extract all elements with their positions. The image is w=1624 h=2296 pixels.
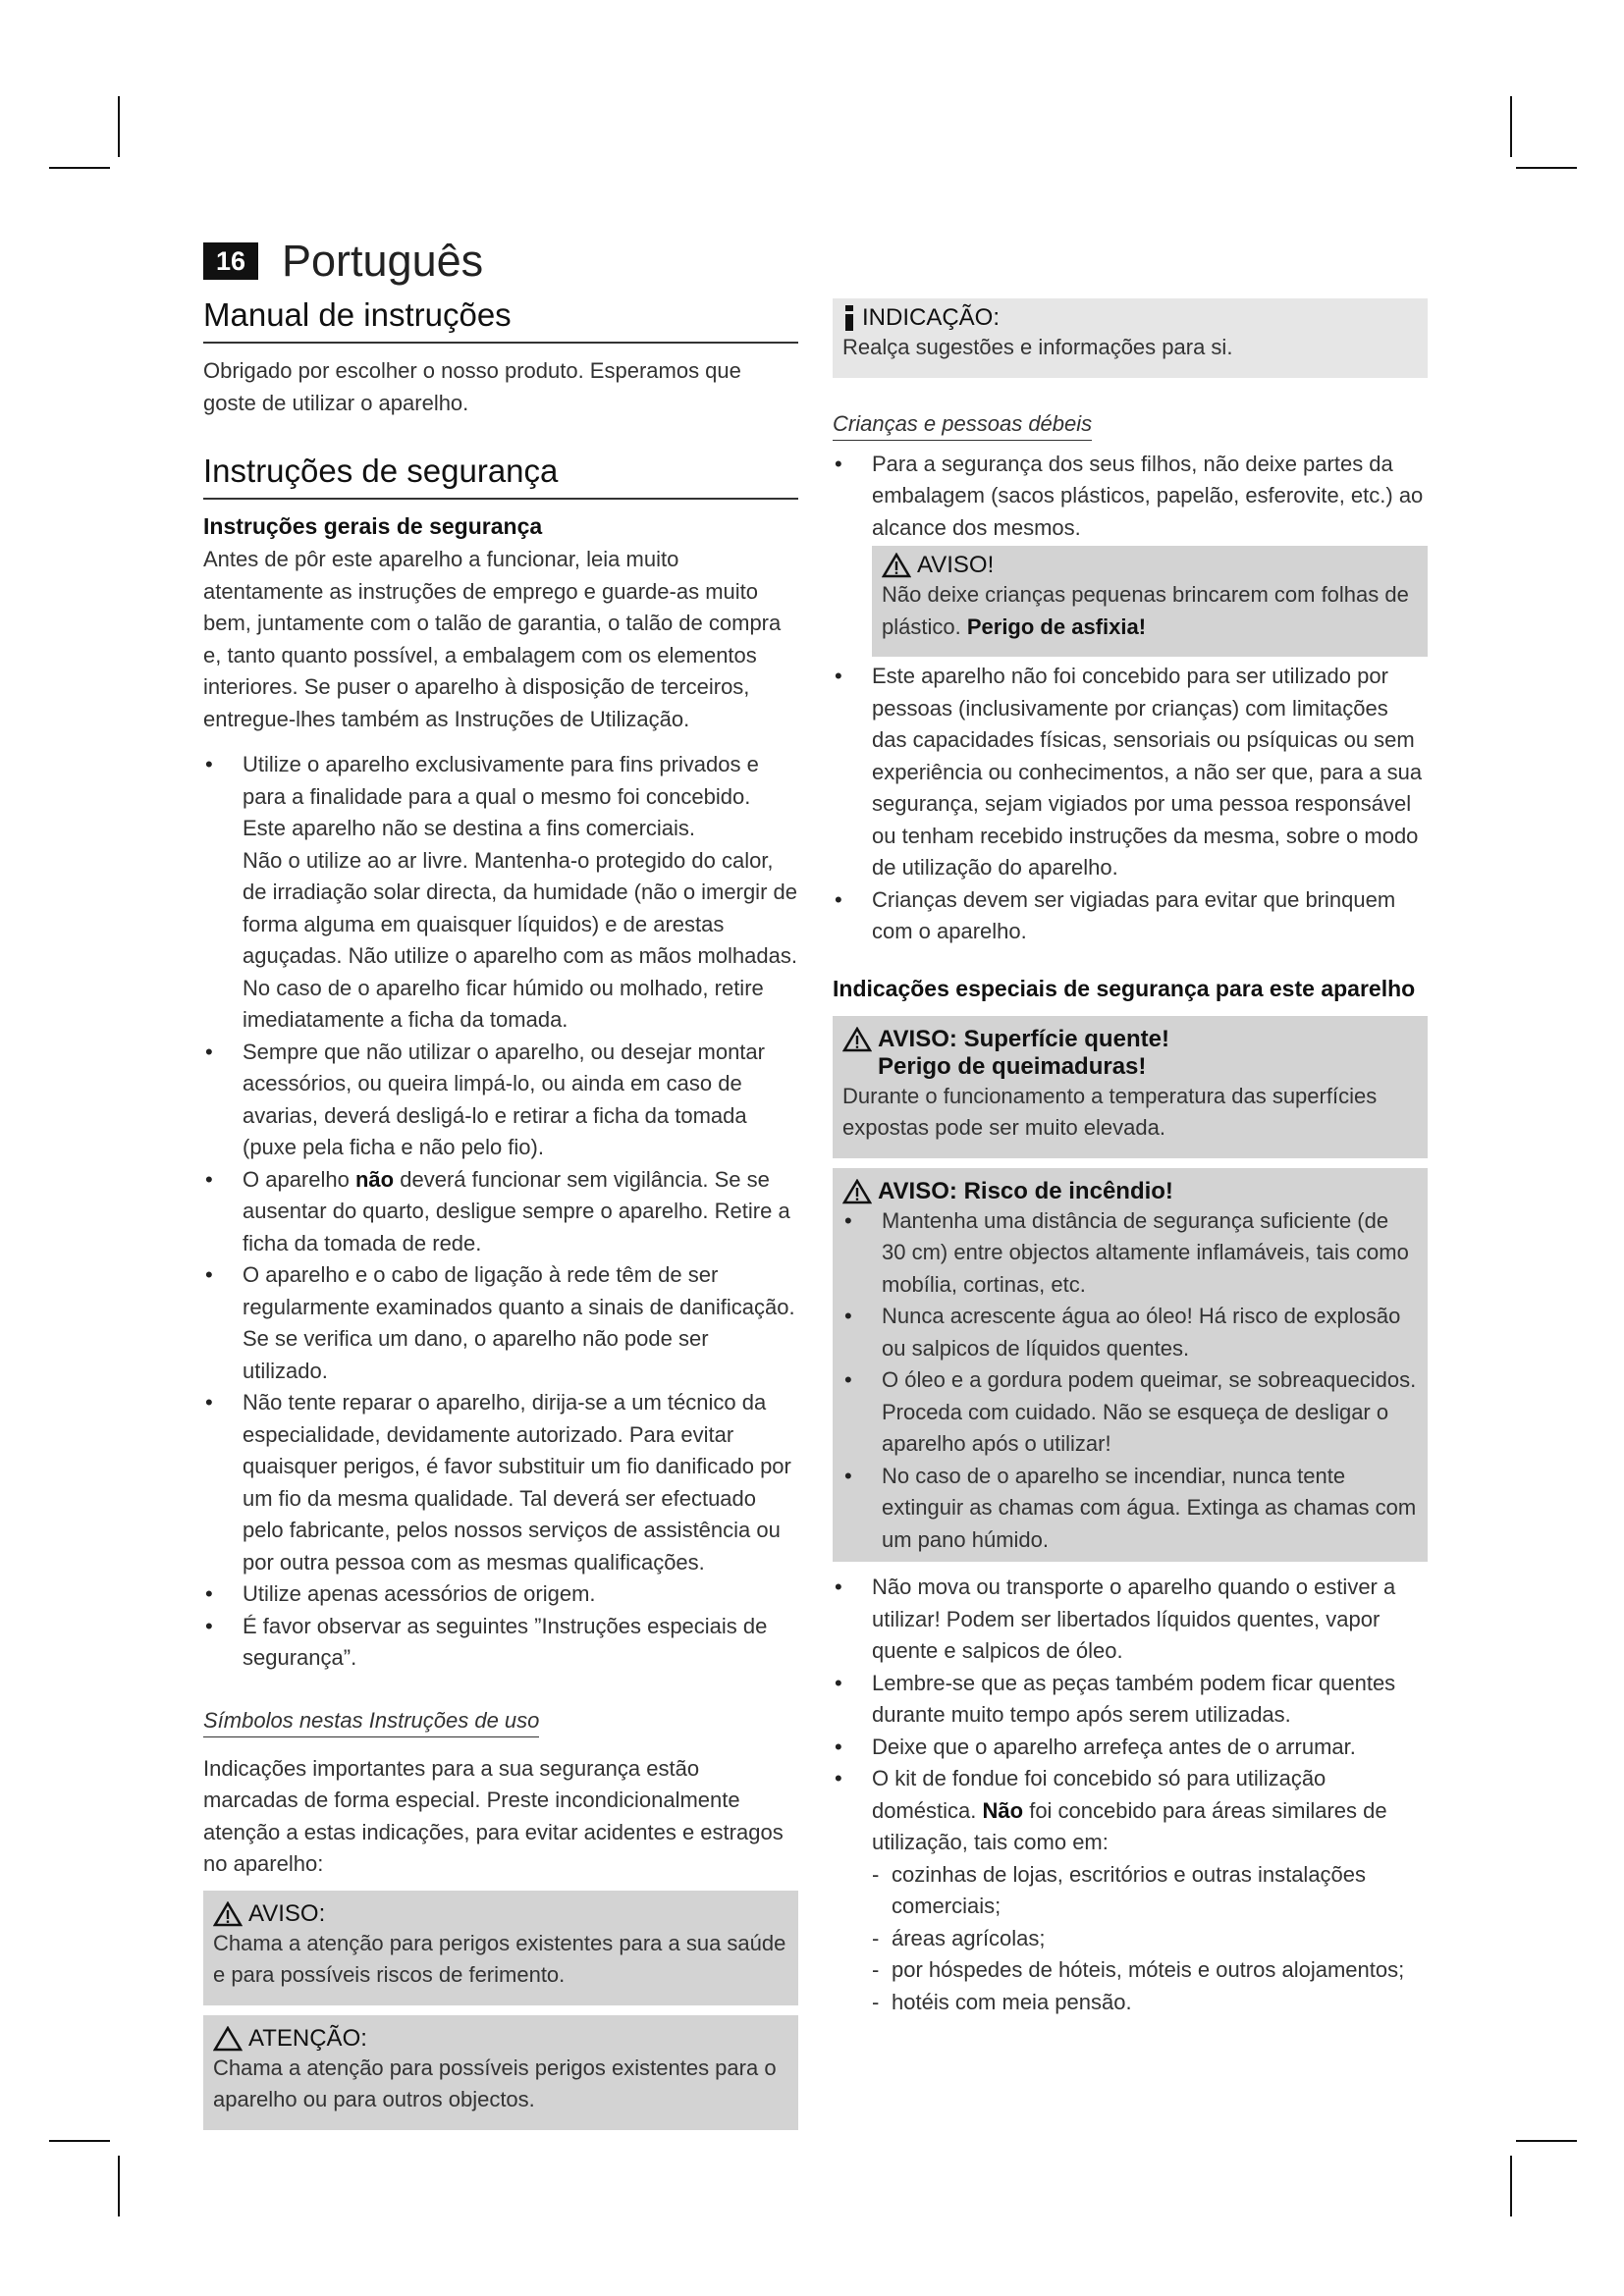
hot-surface-text: Durante o funcionamento a temperatura das superfícies expostas pode ser muito elevada.: [842, 1083, 1378, 1140]
dash-list: [872, 1859, 1428, 2019]
symbols-paragraph: Indicações importantes para a sua segurança estão marcadas de forma especial. Preste incondicionalmente atenção a estas indicações, para evitar acidentes e estragos no aparelho:: [203, 1755, 784, 1876]
special-bullet-list: [833, 1572, 1428, 2018]
crop-mark: [1510, 2156, 1512, 2216]
aviso-asfixia-title: AVISO!: [917, 552, 995, 578]
list-item: • Não tente reparar o aparelho, dirija-se a um técnico da especialidade, devidamente autorizado. Para evitar quaisquer perigos, é favor substituir um fio danificado por um fio da mesma qualidade. Tal deverá ser efectuado pelo fabricante, pelos nossos serviços de assistência ou por outra pessoa com as mesmas qualificações.: [203, 1387, 798, 1578]
symbols-title: Símbolos nestas Instruções de uso: [203, 1708, 539, 1737]
aviso-title: AVISO:: [248, 1899, 326, 1927]
fire-risk-title: AVISO: Risco de incêndio!: [878, 1177, 1173, 1204]
children-bullet-list: [833, 449, 1428, 545]
hot-surface-title: AVISO: Superfície quente!: [878, 1025, 1169, 1052]
hot-surface-box: [833, 1016, 1428, 1158]
list-item: • É favor observar as seguintes ”Instruções especiais de segurança”.: [203, 1611, 798, 1675]
crop-mark: [1510, 96, 1512, 157]
children-title: Crianças e pessoas débeis: [833, 411, 1092, 441]
page-header: [203, 232, 483, 291]
hot-surface-subtitle: Perigo de queimaduras!: [878, 1052, 1147, 1080]
info-icon: [842, 305, 856, 331]
list-item: • Mantenha uma distância de segurança suficiente (de 30 cm) entre objectos altamente inflamáveis, tais como mobília, cortinas, etc.: [842, 1205, 1418, 1302]
list-item: • O aparelho não deverá funcionar sem vigilância. Se se ausentar do quarto, desligue sempre o aparelho. Retire a ficha da tomada de rede.: [203, 1164, 798, 1260]
warning-triangle-icon: [213, 1901, 243, 1927]
atencao-text: Chama a atenção para possíveis perigos existentes para o aparelho ou para outros objectos.: [213, 2055, 777, 2111]
crop-mark: [1516, 2140, 1577, 2142]
list-item: • Utilize o aparelho exclusivamente para fins privados e para a finalidade para a qual o mesmo foi concebido. Este aparelho não se destina a fins comerciais. Não o utilize ao ar livre. Mantenha-o protegido do calor, de irradiação solar directa, da humidade (não o imergir de forma alguma em quaisquer líquidos) e de arestas aguçadas. Não utilize o aparelho com as mãos molhadas. No caso de o aparelho ficar húmido ou molhado, retire imediatamente a ficha da tomada.: [203, 749, 798, 1037]
list-item: • O kit de fondue foi concebido só para utilização doméstica. Não foi concebido para áreas similares de utilização, tais como em: - cozinhas de lojas, escritórios e outras instalações comerciais; - áreas agrícolas; - por hóspedes de hóteis, móteis e outros alojamentos; - hotéis com meia pensão.: [833, 1763, 1428, 2018]
warning-triangle-icon: [842, 1179, 872, 1204]
intro-text: Obrigado por escolher o nosso produto. Esperamos que goste de utilizar o aparelho.: [203, 358, 741, 415]
crop-mark: [1516, 167, 1577, 169]
children-bullet-list-2: [833, 661, 1428, 948]
aviso-asfixia-bold: Perigo de asfixia!: [966, 614, 1147, 639]
list-item: • Este aparelho não foi concebido para ser utilizado por pessoas (inclusivamente por crianças) com limitações das capacidades físicas, sensoriais ou psíquicas ou sem experiência ou conhecimentos, a não ser que, para a sua segurança, sejam vigiados por uma pessoa responsável ou tenham recebido instruções da mesma, sobre o modo de utilização do aparelho.: [833, 661, 1428, 884]
safety-bullet-list: [203, 749, 798, 1675]
list-item: • Crianças devem ser vigiadas para evitar que brinquem com o aparelho.: [833, 884, 1428, 948]
list-item: - áreas agrícolas;: [872, 1923, 1428, 1955]
list-item: • O aparelho e o cabo de ligação à rede têm de ser regularmente examinados quanto a sinais de danificação. Se se verifica um dano, o aparelho não pode ser utilizado.: [203, 1259, 798, 1387]
safety-title: Instruções de segurança: [203, 453, 798, 500]
warning-triangle-icon: [882, 553, 911, 578]
list-item: • Não mova ou transporte o aparelho quando o estiver a utilizar! Podem ser libertados líquidos quentes, vapor quente e salpicos de óleo.: [833, 1572, 1428, 1668]
caution-triangle-icon: [213, 2026, 243, 2052]
list-item: - hotéis com meia pensão.: [872, 1987, 1428, 2019]
list-item: • O óleo e a gordura podem queimar, se sobreaquecidos. Proceda com cuidado. Não se esqueça de desligar o aparelho após o utilizar!: [842, 1364, 1418, 1461]
fire-risk-box: [833, 1168, 1428, 1563]
indicacao-box: [833, 298, 1428, 378]
general-safety-paragraph: Antes de pôr este aparelho a funcionar, leia muito atentamente as instruções de emprego e guarde-as muito bem, juntamente com o talão de garantia, o talão de compra e, tanto quanto possível, a embalagem com os elementos interiores. Se puser o aparelho à disposição de terceiros, entregue-lhes também as Instruções de Utilização.: [203, 547, 782, 731]
page-number: 16: [203, 242, 258, 280]
aviso-text: Chama a atenção para perigos existentes para a sua saúde e para possíveis riscos de ferimento.: [213, 1930, 786, 1987]
crop-mark: [49, 167, 110, 169]
list-item: • Deixe que o aparelho arrefeça antes de o arrumar.: [833, 1732, 1428, 1764]
list-item: - por hóspedes de hóteis, móteis e outros alojamentos;: [872, 1954, 1428, 1987]
right-column: [833, 298, 1428, 2018]
aviso-asfixia-text: Não deixe crianças pequenas brincarem com folhas de plástico.: [882, 582, 1409, 639]
manual-title: Manual de instruções: [203, 296, 798, 344]
indicacao-title: INDICAÇÃO:: [862, 304, 1001, 331]
indicacao-text: Realça sugestões e informações para si.: [842, 335, 1233, 359]
aviso-box: [203, 1891, 798, 2005]
list-item: • No caso de o aparelho se incendiar, nunca tente extinguir as chamas com água. Extinga as chamas com um pano húmido.: [842, 1461, 1418, 1557]
crop-mark: [118, 96, 120, 157]
atencao-box: [203, 2015, 798, 2130]
atencao-title: ATENÇÃO:: [248, 2024, 367, 2052]
list-item: • Utilize apenas acessórios de origem.: [203, 1578, 798, 1611]
special-safety-title: Indicações especiais de segurança para este aparelho: [833, 975, 1416, 1001]
language-title: Português: [282, 236, 484, 286]
crop-mark: [118, 2156, 120, 2216]
general-safety-title: Instruções gerais de segurança: [203, 513, 543, 539]
list-item: • Nunca acrescente água ao óleo! Há risco de explosão ou salpicos de líquidos quentes.: [842, 1301, 1418, 1364]
fire-bullet-list: [842, 1205, 1418, 1557]
warning-triangle-icon: [842, 1027, 872, 1052]
list-item: • Para a segurança dos seus filhos, não deixe partes da embalagem (sacos plásticos, papelão, esferovite, etc.) ao alcance dos mesmos.: [833, 449, 1428, 545]
list-item: • Lembre-se que as peças também podem ficar quentes durante muito tempo após serem utilizadas.: [833, 1668, 1428, 1732]
aviso-asfixia-box: [872, 546, 1428, 657]
left-column: [203, 294, 798, 2130]
list-item: • Sempre que não utilizar o aparelho, ou desejar montar acessórios, ou queira limpá-lo, ou ainda em caso de avarias, deverá desligá-lo e retirar a ficha da tomada (puxe pela ficha e não pelo fio).: [203, 1037, 798, 1164]
list-item: - cozinhas de lojas, escritórios e outras instalações comerciais;: [872, 1859, 1428, 1923]
crop-mark: [49, 2140, 110, 2142]
